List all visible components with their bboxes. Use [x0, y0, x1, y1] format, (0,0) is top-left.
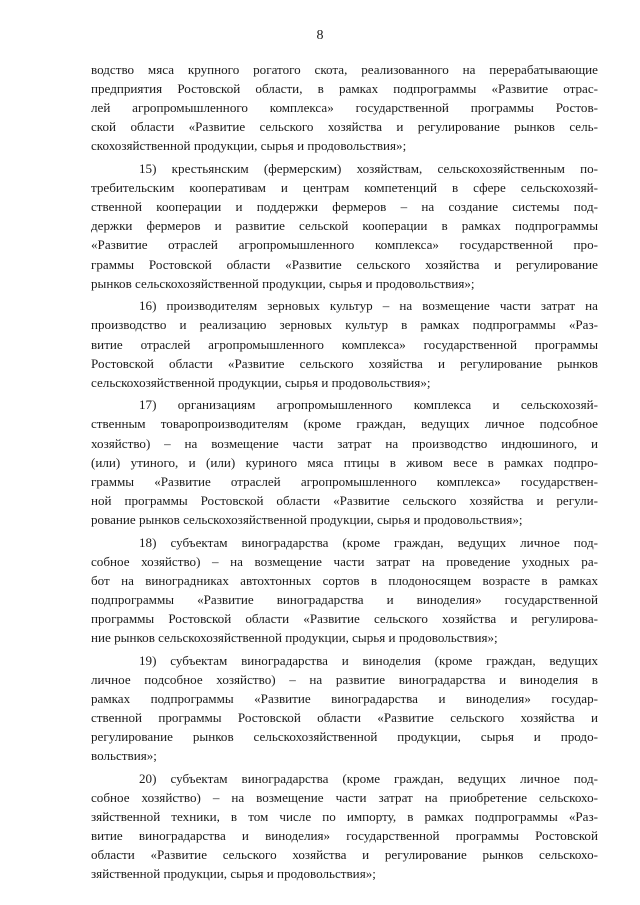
text-line: вольствия»;	[91, 748, 157, 764]
text-line: 20) субъектам виноградарства (кроме граждан, ведущих личное под-	[139, 770, 598, 786]
text-line: подпрограммы «Развитие виноградарства и виноделия» государственной	[91, 591, 598, 607]
text-line: ние рынков сельскохозяйственной продукции, сырья и продовольствия»;	[91, 630, 498, 646]
text-line: личное подсобное хозяйство) – на развитие виноградарства и виноделия в	[91, 671, 598, 687]
text-line: ственной кооперации и поддержки фермеров – на создание системы под-	[91, 199, 598, 215]
paragraph-item-18	[91, 533, 598, 648]
text-line: витие виноградарства и виноделия» государственной программы Ростовской	[91, 828, 598, 844]
text-line: «Развитие отраслей агропромышленного комплекса» государственной про-	[91, 237, 598, 253]
text-line: предприятия Ростовской области, в рамках подпрограммы «Развитие отрас-	[91, 81, 598, 97]
text-line: держки фермеров и развитие сельской кооперации в рамках подпрограммы	[91, 218, 598, 234]
text-line: лей агропромышленного комплекса» государственной программы Ростов-	[91, 100, 598, 116]
text-line: производство и реализацию зерновых культур в рамках подпрограммы «Раз-	[91, 317, 598, 333]
paragraph-item-15	[91, 159, 598, 293]
text-line: сельскохозяйственной продукции, сырья и продовольствия»;	[91, 374, 431, 390]
text-line: 15) крестьянским (фермерским) хозяйствам, сельскохозяйственным по-	[139, 161, 598, 177]
text-line: 19) субъектам виноградарства и виноделия (кроме граждан, ведущих	[139, 652, 598, 668]
text-line: водство мяса крупного рогатого скота, реализованного на перерабатывающие	[91, 62, 598, 77]
text-line: граммы Ростовской области «Развитие сельского хозяйства и регулирование	[91, 256, 598, 272]
text-line: собное хозяйство) – на возмещение части затрат на проведение уходных ра-	[91, 553, 598, 569]
text-line: Ростовской области «Развитие сельского хозяйства и регулирование рынков	[91, 355, 598, 371]
text-line: ственным товаропроизводителям (кроме граждан, ведущих личное подсобное	[91, 416, 598, 432]
text-line: 16) производителям зерновых культур – на возмещение части затрат на	[139, 298, 598, 314]
text-line: 18) субъектам виноградарства (кроме граждан, ведущих личное под-	[139, 534, 598, 550]
paragraph-item-19	[91, 651, 598, 766]
document-body	[91, 60, 598, 887]
text-line: витие отраслей агропромышленного комплекса» государственной программы	[91, 336, 598, 352]
text-line: ной программы Ростовской области «Развитие сельского хозяйства и регули-	[91, 492, 598, 508]
paragraph-item-20	[91, 769, 598, 884]
text-line: области «Развитие сельского хозяйства и регулирование рынков сельскохо-	[91, 847, 598, 863]
text-line: зяйственной техники, в том числе по импорту, в рамках подпрограммы «Раз-	[91, 809, 598, 825]
text-line: рамках подпрограммы «Развитие виноградарства и виноделия» государ-	[91, 690, 598, 706]
text-line: ственной программы Ростовской области «Развитие сельского хозяйства и	[91, 710, 598, 726]
text-line: скохозяйственной продукции, сырья и продовольствия»;	[91, 138, 407, 154]
text-line: 17) организациям агропромышленного комплекса и сельскохозяй-	[139, 397, 598, 413]
paragraph-item-16	[91, 296, 598, 391]
text-line: зяйственной продукции, сырья и продовольствия»;	[91, 866, 376, 882]
text-line: ской области «Развитие сельского хозяйства и регулирование рынков сель-	[91, 119, 598, 135]
text-line: (или) утиного, и (или) куриного мяса птицы в живом весе в рамках подпро-	[91, 454, 598, 470]
text-line: требительским кооперативам и центрам компетенций в сфере сельскохозяй-	[91, 180, 598, 196]
text-line: регулирование рынков сельскохозяйственной продукции, сырья и продо-	[91, 729, 598, 745]
text-line: бот на виноградниках автохтонных сортов в плодоносящем возрасте в рамках	[91, 572, 598, 588]
text-line: рование рынков сельскохозяйственной продукции, сырья и продовольствия»;	[91, 511, 523, 527]
paragraph-item-17	[91, 395, 598, 529]
page-number: 8	[316, 28, 324, 43]
text-line: граммы «Развитие отраслей агропромышленного комплекса» государствен-	[91, 473, 598, 489]
text-line: хозяйство) – на возмещение части затрат на производство индюшиного, и	[91, 435, 598, 451]
text-line: собное хозяйство) – на возмещение части затрат на приобретение сельскохо-	[91, 790, 598, 806]
text-line: рынков сельскохозяйственной продукции, сырья и продовольствия»;	[91, 275, 475, 291]
text-line: программы Ростовской области «Развитие сельского хозяйства и регулирова-	[91, 611, 598, 626]
paragraph-continuation	[91, 60, 598, 155]
